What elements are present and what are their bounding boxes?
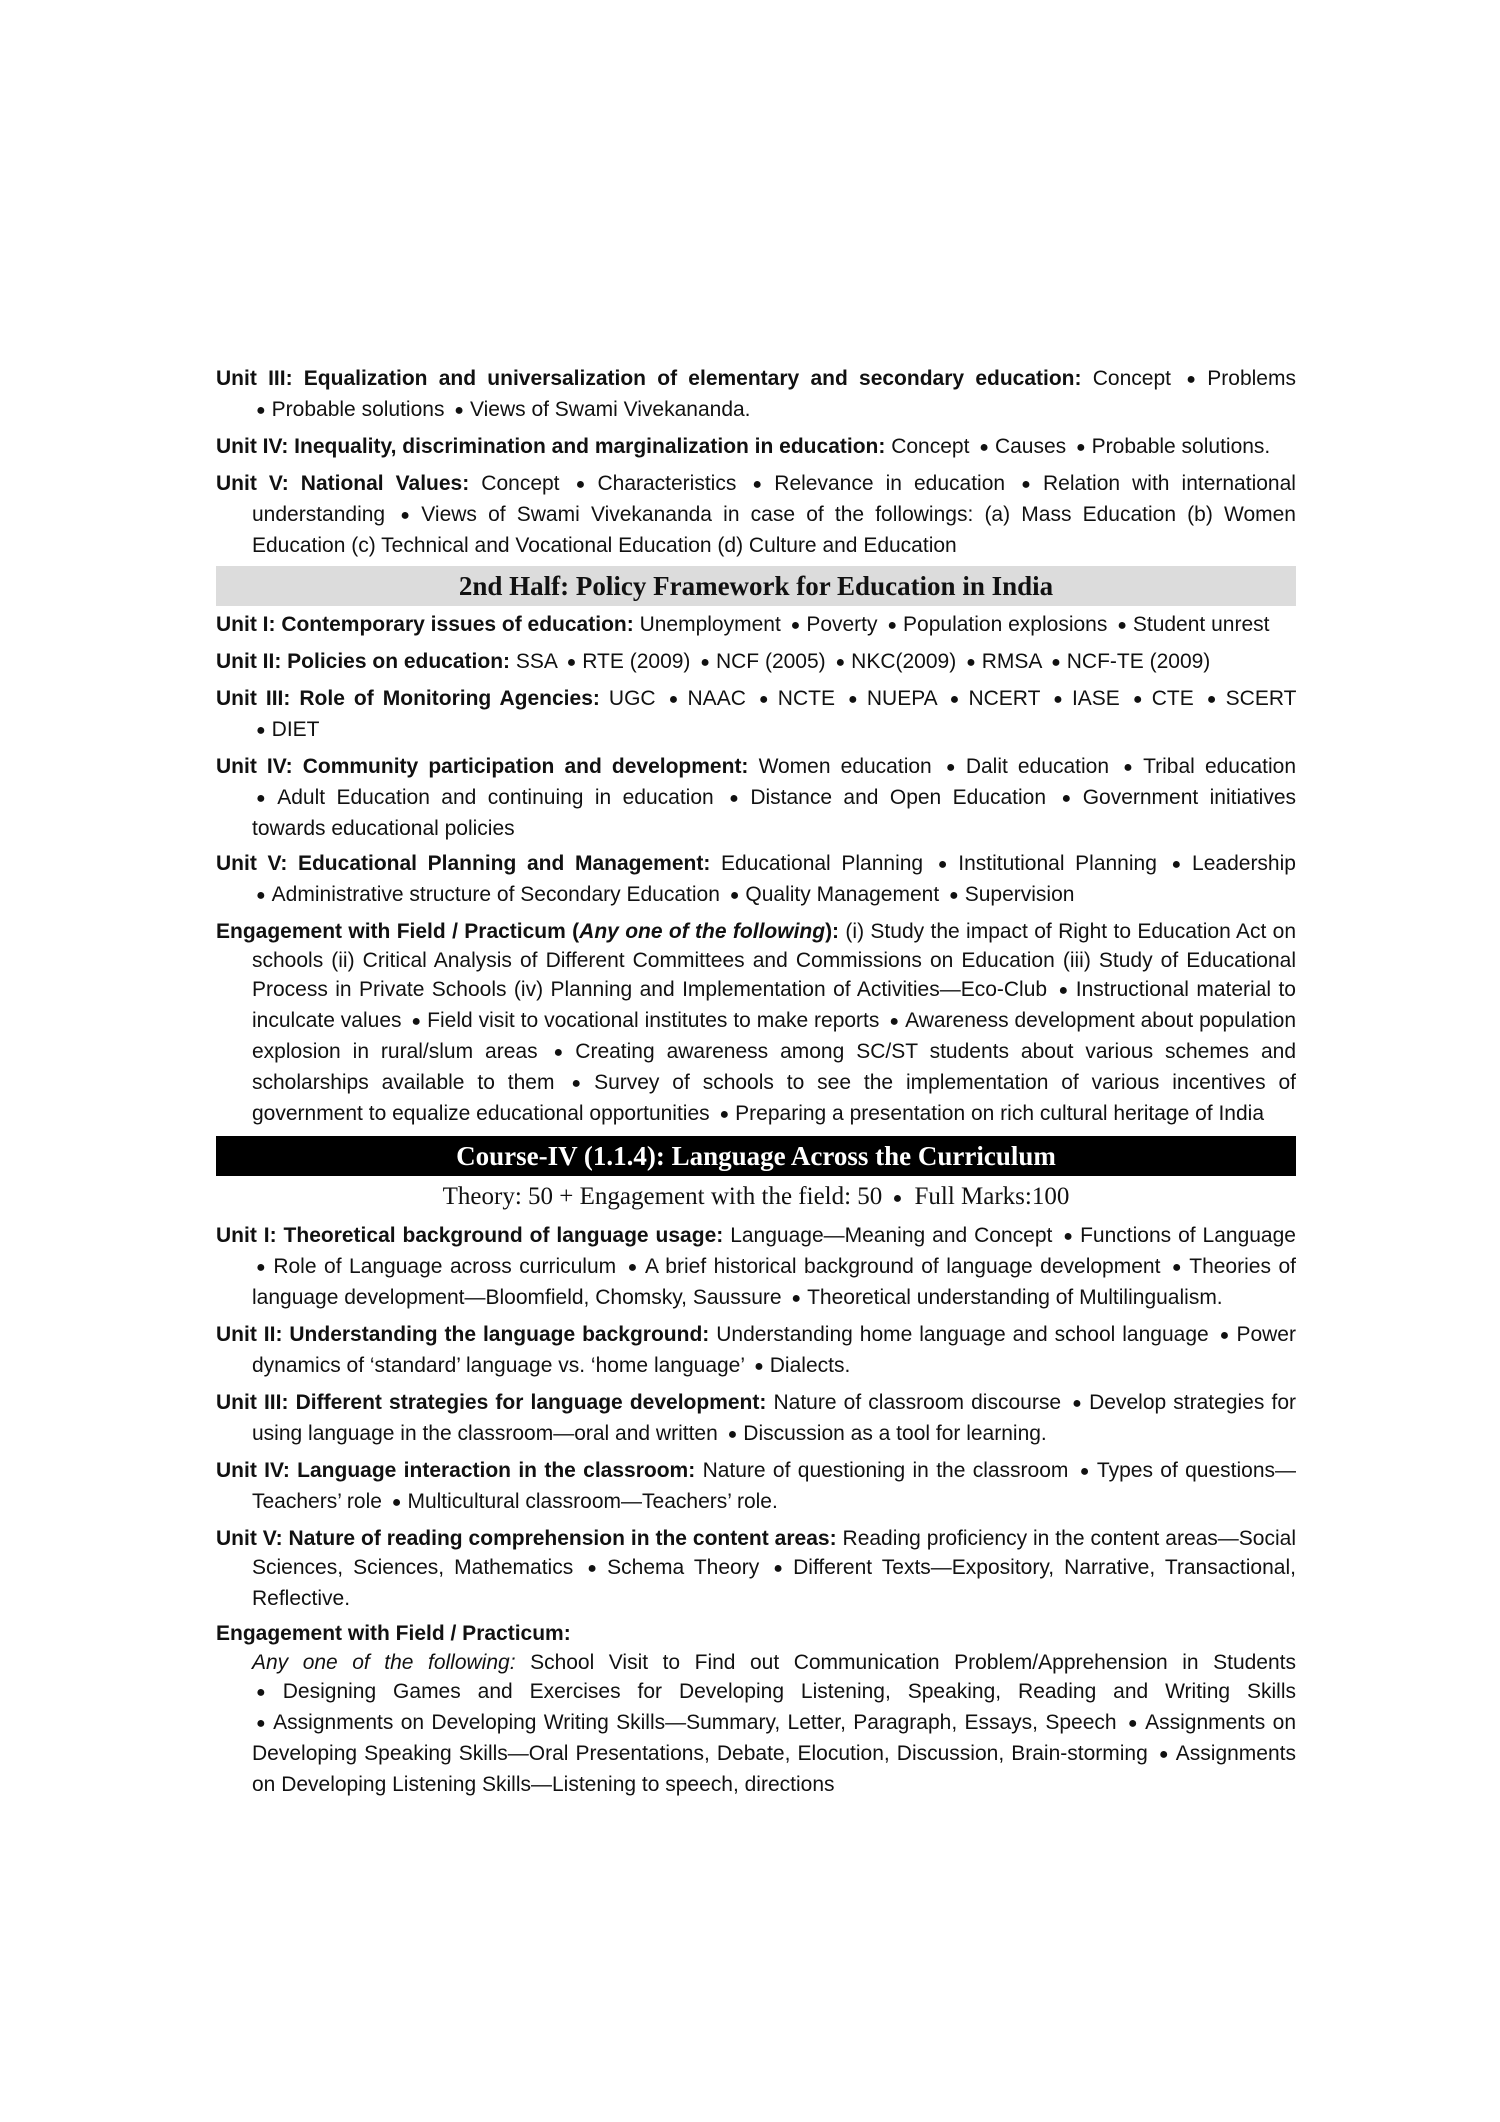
syllabus-item: A brief historical background of language development: [644, 1255, 1161, 1278]
marks-theory: Theory: 50 + Engagement with the field: 50: [442, 1183, 883, 1210]
syllabus-item: Reading proficiency in the content areas—Social Sciences, Sciences, Mathematics: [252, 1527, 1296, 1579]
syllabus-item: Quality Management: [745, 883, 940, 906]
syllabus-item: Probable solutions: [271, 398, 445, 421]
syllabus-item: Role of Language across curriculum: [273, 1255, 617, 1278]
syllabus-item: Concept: [891, 435, 970, 458]
bullet-icon: ●: [1171, 856, 1187, 873]
bullet-icon: ●: [256, 722, 266, 739]
syllabus-item: Educational Planning: [720, 852, 924, 875]
unit-entry: [216, 1524, 1296, 1613]
syllabus-item: Poverty: [806, 613, 878, 636]
bullet-icon: ●: [400, 507, 416, 524]
course-iv-heading: Course-IV (1.1.4): Language Across the Curriculum: [216, 1136, 1296, 1176]
unit-entry: [216, 1320, 1296, 1382]
syllabus-item: Assignments on Developing Writing Skills—Summary, Letter, Paragraph, Essays, Speech: [273, 1711, 1117, 1734]
syllabus-item: Different Texts—Expository, Narrative, Transactional, Reflective.: [252, 1556, 1296, 1610]
bullet-icon: ●: [729, 887, 740, 904]
unit-title: Unit III: Different strategies for language development:: [216, 1391, 767, 1414]
unit-title: Unit II: Understanding the language background:: [216, 1323, 710, 1346]
syllabus-item: Views of Swami Vivekananda in case of the followings: (a) Mass Education (b) Women Education (c) Technical and Vocational Education (d) Culture and Education: [252, 503, 1296, 557]
marks-full: Full Marks:100: [914, 1183, 1070, 1210]
bullet-icon: ●: [966, 654, 976, 671]
bullet-icon: ●: [256, 402, 266, 419]
syllabus-item: Types of questions—Teachers’ role: [252, 1459, 1297, 1513]
bullet-icon: ●: [754, 1358, 764, 1375]
syllabus-item: NCERT: [968, 687, 1041, 710]
syllabus-item: Theoretical understanding of Multilingualism.: [807, 1286, 1223, 1309]
bullet-icon: ●: [1186, 371, 1202, 388]
syllabus-item: Supervision: [964, 883, 1075, 906]
bullet-icon: ●: [391, 1494, 402, 1511]
engagement-title: Engagement with Field / Practicum (Any one of the following):: [216, 920, 840, 943]
bullet-icon: ●: [889, 1013, 900, 1030]
unit-entry: [216, 1456, 1296, 1518]
syllabus-item: DIET: [271, 718, 320, 741]
unit-title: Unit III: Equalization and universalization of elementary and secondary education:: [216, 367, 1082, 390]
syllabus-item: Field visit to vocational institutes to make reports: [427, 1009, 880, 1032]
syllabus-item: IASE: [1071, 687, 1120, 710]
bullet-icon: ●: [949, 691, 963, 708]
syllabus-item: Preparing a presentation on rich cultural heritage of India: [735, 1102, 1264, 1125]
bullet-icon: ●: [256, 790, 272, 807]
syllabus-item: Schema Theory: [607, 1556, 760, 1579]
syllabus-item: CTE: [1151, 687, 1194, 710]
bullet-icon: ●: [1063, 1228, 1075, 1245]
unit-entry: [216, 752, 1296, 843]
syllabus-item: Women education: [758, 755, 932, 778]
syllabus-item: NCTE: [777, 687, 835, 710]
unit-title: Unit IV: Inequality, discrimination and marginalization in education:: [216, 435, 886, 458]
syllabus-item: Institutional Planning: [958, 852, 1157, 875]
bullet-icon: ●: [566, 654, 577, 671]
syllabus-item: Characteristics: [597, 472, 737, 495]
second-half-heading: 2nd Half: Policy Framework for Education in India: [216, 566, 1296, 606]
syllabus-item: Power dynamics of ‘standard’ language vs. ‘home language’: [252, 1323, 1296, 1377]
unit-entry: [216, 610, 1296, 641]
unit-entry: [216, 1388, 1296, 1450]
bullet-icon: ●: [587, 1560, 602, 1577]
bullet-icon: ●: [571, 1075, 589, 1092]
syllabus-item: Discussion as a tool for learning.: [743, 1422, 1047, 1445]
bullet-icon: ●: [892, 1190, 903, 1207]
marks-line: [216, 1180, 1296, 1217]
bullet-icon: ●: [1079, 1463, 1091, 1480]
unit-entry: [216, 1221, 1296, 1314]
bullet-icon: ●: [553, 1044, 570, 1061]
bullet-icon: ●: [1127, 1715, 1140, 1732]
syllabus-item: Adult Education and continuing in education: [277, 786, 714, 809]
unit-entry: [216, 849, 1296, 911]
syllabus-item: Instructional material to inculcate values: [252, 978, 1296, 1032]
bullet-icon: ●: [1219, 1327, 1231, 1344]
syllabus-item: Assignments on Developing Listening Skills—Listening to speech, directions: [252, 1742, 1296, 1796]
syllabus-item: Multicultural classroom—Teachers’ role.: [407, 1490, 778, 1513]
syllabus-item: Dalit education: [965, 755, 1110, 778]
syllabus-item: Administrative structure of Secondary Education: [271, 883, 720, 906]
bullet-icon: ●: [1123, 759, 1138, 776]
syllabus-item: Distance and Open Education: [750, 786, 1047, 809]
syllabus-item: Tribal education: [1143, 755, 1297, 778]
bullet-icon: ●: [256, 1259, 268, 1276]
syllabus-item: Language—Meaning and Concept: [730, 1224, 1053, 1247]
engagement-second-half: [216, 917, 1296, 1130]
units-course-iv: [216, 1221, 1296, 1613]
syllabus-item: Designing Games and Exercises for Developing Listening, Speaking, Reading and Writing Skills: [282, 1680, 1296, 1703]
bullet-icon: ●: [1158, 1746, 1170, 1763]
syllabus-item: Nature of classroom discourse: [773, 1391, 1062, 1414]
syllabus-item: RMSA: [981, 650, 1042, 673]
unit-entry: [216, 684, 1296, 746]
syllabus-item: Relation with international understanding: [252, 472, 1296, 526]
bullet-icon: ●: [1021, 476, 1038, 493]
syllabus-item: Understanding home language and school language: [716, 1323, 1209, 1346]
bullet-icon: ●: [627, 1259, 639, 1276]
units-second-half: [216, 610, 1296, 911]
bullet-icon: ●: [1058, 982, 1070, 999]
bullet-icon: ●: [979, 439, 989, 456]
bullet-icon: ●: [1117, 617, 1127, 634]
syllabus-item: (i) Study the impact of Right to Education Act on schools (ii) Critical Analysis of Different Committees and Commissions on Education (iii) Study of Educational Process in Private Schools (iv) Planning and Implementation of Activities—Eco-Club: [252, 920, 1297, 1001]
unit-title: Unit III: Role of Monitoring Agencies:: [216, 687, 600, 710]
bullet-icon: ●: [256, 1715, 268, 1732]
bullet-icon: ●: [945, 759, 960, 776]
unit-title: Unit IV: Language interaction in the classroom:: [216, 1459, 696, 1482]
bullet-icon: ●: [1051, 654, 1061, 671]
engagement-items: [252, 920, 1296, 1125]
syllabus-item: Government initiatives towards educational policies: [252, 786, 1297, 840]
syllabus-item: Assignments on Developing Speaking Skills—Oral Presentations, Debate, Elocution, Discussion, Brain-storming: [252, 1711, 1296, 1765]
unit-title: Unit V: National Values:: [216, 472, 470, 495]
syllabus-item: Relevance in education: [774, 472, 1006, 495]
unit-entry: [216, 364, 1296, 426]
bullet-icon: ●: [727, 1426, 738, 1443]
syllabus-item: Population explosions: [903, 613, 1108, 636]
syllabus-item: RTE (2009): [582, 650, 691, 673]
syllabus-item: Survey of schools to see the implementation of various incentives of government to equalize educational opportunities: [252, 1071, 1296, 1125]
syllabus-item: SSA: [515, 650, 557, 673]
syllabus-item: Concept: [481, 472, 560, 495]
bullet-icon: ●: [949, 887, 959, 904]
bullet-icon: ●: [790, 617, 801, 634]
bullet-icon: ●: [1053, 691, 1066, 708]
units-first-half: [216, 364, 1296, 560]
syllabus-item: Student unrest: [1132, 613, 1270, 636]
unit-entry: [216, 432, 1296, 463]
syllabus-content: [216, 364, 1296, 1799]
bullet-icon: ●: [1132, 691, 1146, 708]
bullet-icon: ●: [1061, 790, 1077, 807]
engagement-intro: Any one of the following:: [252, 1651, 516, 1674]
bullet-icon: ●: [791, 1290, 802, 1307]
syllabus-item: Problems: [1207, 367, 1296, 390]
syllabus-item: NAAC: [687, 687, 746, 710]
syllabus-item: Theories of language development—Bloomfield, Chomsky, Saussure: [252, 1255, 1296, 1309]
unit-title: Unit I: Theoretical background of language usage:: [216, 1224, 724, 1247]
syllabus-item: SCERT: [1225, 687, 1297, 710]
syllabus-item: Develop strategies for using language in the classroom—oral and written: [252, 1391, 1296, 1445]
bullet-icon: ●: [700, 654, 710, 671]
bullet-icon: ●: [752, 476, 769, 493]
unit-title: Unit I: Contemporary issues of education:: [216, 613, 634, 636]
syllabus-item: NKC(2009): [851, 650, 957, 673]
syllabus-item: Awareness development about population explosion in rural/slum areas: [252, 1009, 1297, 1063]
bullet-icon: ●: [256, 887, 266, 904]
syllabus-item: Dialects.: [769, 1354, 851, 1377]
bullet-icon: ●: [256, 1684, 277, 1701]
bullet-icon: ●: [1075, 439, 1086, 456]
unit-entry: [216, 647, 1296, 678]
syllabus-item: NCF (2005): [715, 650, 826, 673]
bullet-icon: ●: [729, 790, 745, 807]
bullet-icon: ●: [1206, 691, 1220, 708]
bullet-icon: ●: [937, 856, 953, 873]
bullet-icon: ●: [454, 402, 464, 419]
unit-title: Unit IV: Community participation and development:: [216, 755, 749, 778]
bullet-icon: ●: [411, 1013, 422, 1030]
bullet-icon: ●: [848, 691, 861, 708]
bullet-icon: ●: [1171, 1259, 1184, 1276]
engagement-course-iv: [216, 1619, 1296, 1799]
unit-entry: [216, 469, 1296, 560]
syllabus-item: Causes: [994, 435, 1067, 458]
syllabus-item: NCF-TE (2009): [1066, 650, 1211, 673]
syllabus-item: Unemployment: [639, 613, 781, 636]
bullet-icon: ●: [1072, 1395, 1084, 1412]
bullet-icon: ●: [575, 476, 592, 493]
syllabus-item: Views of Swami Vivekananda.: [469, 398, 751, 421]
engagement-title: Engagement with Field / Practicum:: [216, 1622, 571, 1645]
bullet-icon: ●: [758, 691, 772, 708]
syllabus-item: Probable solutions.: [1091, 435, 1271, 458]
syllabus-item: NUEPA: [866, 687, 937, 710]
bullet-icon: ●: [887, 617, 898, 634]
syllabus-item: School Visit to Find out Communication Problem/Apprehension in Students: [530, 1651, 1296, 1674]
unit-title: Unit II: Policies on education:: [216, 650, 511, 673]
unit-title: Unit V: Educational Planning and Management:: [216, 852, 711, 875]
bullet-icon: ●: [835, 654, 846, 671]
syllabus-item: Creating awareness among SC/ST students about various schemes and scholarships available to them: [252, 1040, 1297, 1094]
syllabus-item: Leadership: [1192, 852, 1296, 875]
syllabus-item: Functions of Language: [1080, 1224, 1296, 1247]
bullet-icon: ●: [719, 1106, 730, 1123]
bullet-icon: ●: [668, 691, 682, 708]
syllabus-item: UGC: [608, 687, 656, 710]
engagement-body: [216, 1648, 1296, 1799]
unit-title: Unit V: Nature of reading comprehension in the content areas:: [216, 1527, 837, 1550]
bullet-icon: ●: [773, 1560, 788, 1577]
syllabus-item: Nature of questioning in the classroom: [702, 1459, 1069, 1482]
syllabus-item: Concept: [1092, 367, 1171, 390]
